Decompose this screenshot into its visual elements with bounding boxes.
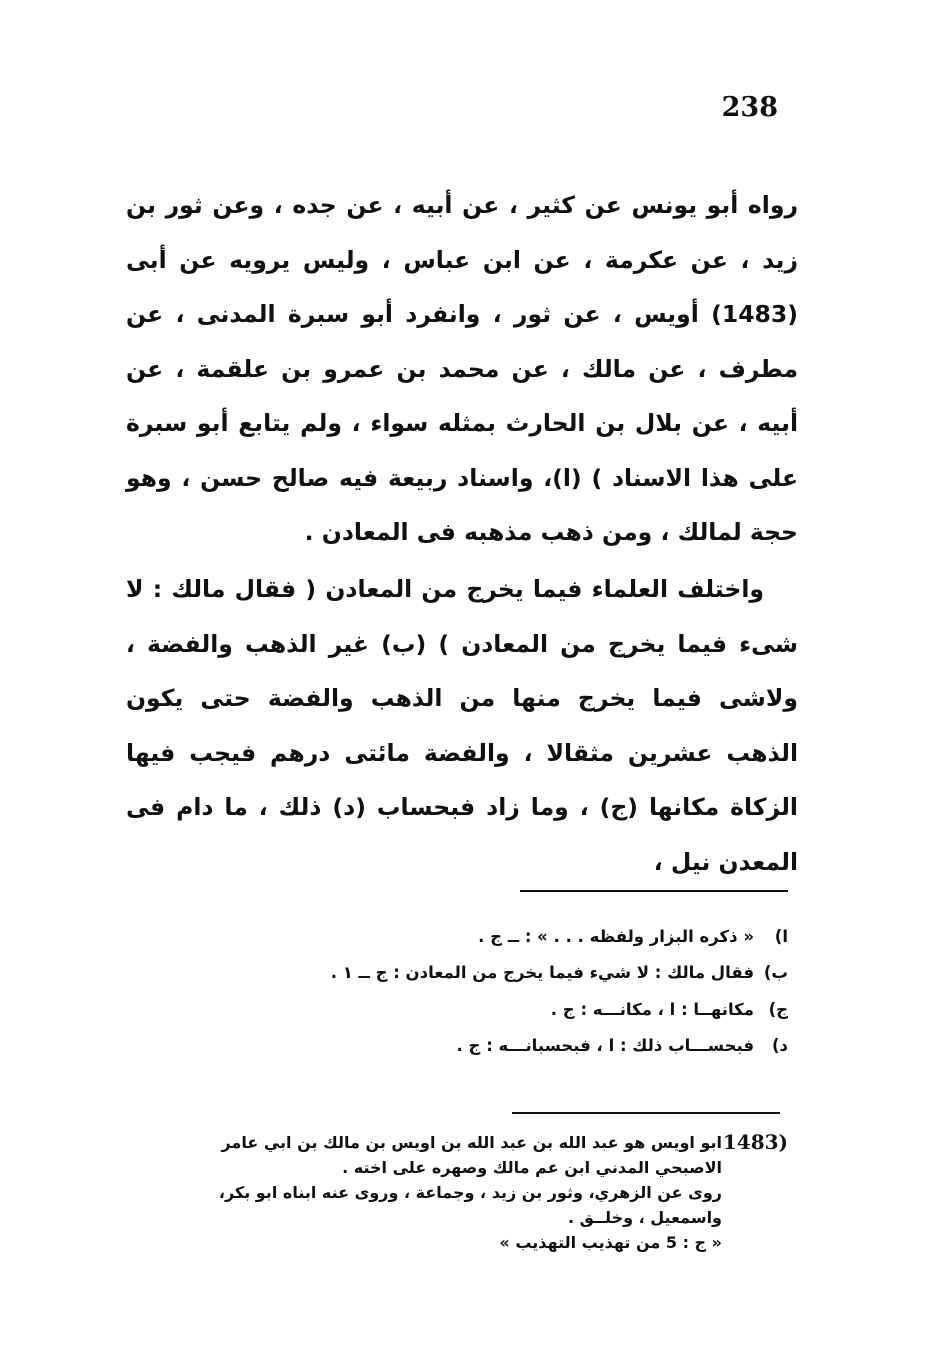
- commentary-source: « ج : 5 من تهذيب التهذيب »: [499, 1233, 722, 1252]
- footnote-text: « ذكره البزار ولفظه . . . » : ــ ج .: [478, 926, 754, 946]
- commentary-line: ابو اويس هو عبد الله بن عبد الله بن اويس بن مالك بن ابي عامر: [221, 1133, 722, 1152]
- footnote-item: [168, 1028, 788, 1065]
- footnote-item: [168, 955, 788, 992]
- footnotes-list: [168, 918, 788, 1064]
- footnote-text: مكانهــا : ا ، مكانـــه : ج .: [550, 999, 754, 1019]
- paragraph-2: واختلف العلماء فيما يخرج من المعادن ( فقال مالك : لا شىء فيما يخرج من المعادن ) (ب) غير الذهب والفضة ، ولاشى فيما يخرج منها من الذهب والفضة حتى يكون الذهب عشرين مثقالا ، والفضة مائتى درهم فيجب فيها الزكاة مكانها (ج) ، وما زاد فبحساب (د) ذلك ، ما دام فى المعدن نيل ،: [126, 575, 798, 876]
- footnote-text: فقال مالك : لا شيء فيما يخرج من المعادن : ج ــ ١ .: [330, 963, 754, 983]
- commentary-line: الاصبحي المدني ابن عم مالك وصهره على اخته .: [342, 1158, 722, 1177]
- commentary-divider: [512, 1112, 780, 1114]
- page-number: 238: [721, 92, 778, 123]
- footnote-item: [168, 918, 788, 955]
- commentary-lines: [120, 1130, 722, 1255]
- footnote-mark: ج): [768, 999, 788, 1019]
- paragraph-1: رواه أبو يونس عن كثير ، عن أبيه ، عن جده ، وعن ثور بن زيد ، عن عكرمة ، عن ابن عباس ، وليس يرويه عن أبى (1483) أويس ، عن ثور ، وانفرد أبو سبرة المدنى ، عن مطرف ، عن مالك ، عن محمد بن عمرو بن علقمة ، عن أبيه ، عن بلال بن الحارث بمثله سواء ، ولم يتابع أبو سبرة على هذا الاسناد ) (ا)، واسناد ربيعة فيه صالح حسن ، وهو حجة لمالك ، ومن ذهب مذهبه فى المعادن .: [126, 191, 798, 546]
- commentary-line: واسمعيل ، وخلــق .: [568, 1208, 722, 1227]
- commentary-note: [120, 1130, 788, 1255]
- footnote-mark: ب): [763, 963, 788, 983]
- footnote-mark: د): [771, 1036, 788, 1056]
- footnote-divider: [520, 890, 788, 892]
- commentary-number: 1483): [722, 1130, 788, 1154]
- commentary-line: روى عن الزهري، وثور بن زيد ، وجماعة ، وروى عنه ابناه ابو بكر،: [218, 1183, 722, 1202]
- footnote-item: [168, 991, 788, 1028]
- footnote-mark: ا): [774, 926, 788, 946]
- footnote-text: فبحســـاب ذلك : ا ، فبحسبانـــه : ج .: [456, 1036, 754, 1056]
